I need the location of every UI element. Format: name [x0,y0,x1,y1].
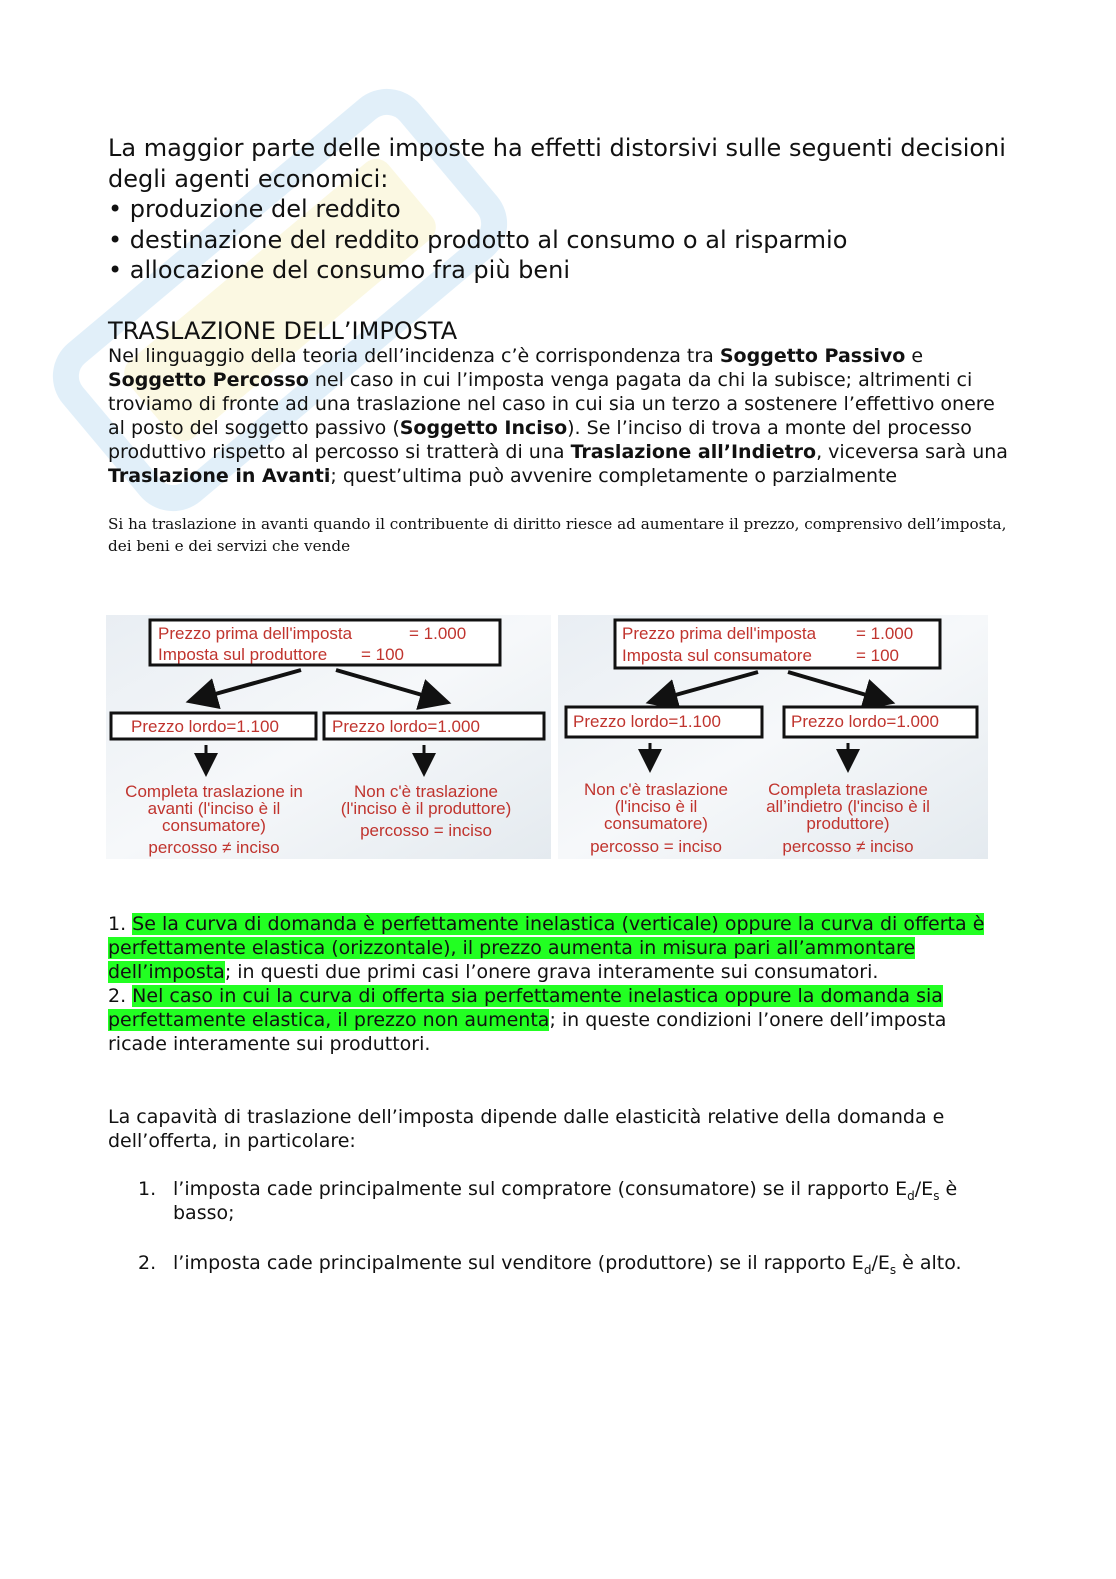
document-page: La maggior parte delle imposte ha effetti distorsivi sulle seguenti decisioni degli agenti economici: • produzione del reddito • destinazione del reddito prodotto al consumo o al risparmio • allocazione del consumo fra più beni TRASLAZIONE DELL’IMPOSTA Nel linguaggio della teoria dell’incidenza c’è corrispondenza tra Soggetto Passivo e Soggetto Percosso nel caso in cui l’imposta venga pagata da chi la subisce; altrimenti ci troviamo di fronte ad una traslazione nel caso in cui sia un terzo a sostenere l’effettivo onere al posto del soggetto passivo (Soggetto Inciso). Se l’inciso di trova a monte del processo produttivo rispetto al percosso si tratterà di una Traslazione all’Indietro, viceversa sarà una Traslazione in Avanti; quest’ultima può avvenire completamente o parzialmente Si ha traslazione in avanti quando il contribuente di diritto riesce ad aumentare il prezzo, comprensivo dell’imposta, dei beni e dei servizi che vende Prezzo prima dell'imposta = 1.000 Imposta sul produttore = 100 Prezzo lordo=1.100 Prezzo lordo=1.000 Completa traslazione in avanti (l'inciso è il consumatore) percosso ≠ inciso Non c'è traslazione (l'inciso è il produttore) percosso = inciso Prezzo prima dell'imposta = 1.000 Imposta sul consumatore = 100 Prezzo lordo=1.100 Prezzo lordo=1.000 Non c'è traslazione (l'inciso è il consumatore) percosso = inciso Completa traslazione all’indietro (l'inciso è il produttore) percosso ≠ inciso 1. Se la curva di domanda è perfettamente inelastica (verticale) oppure la curva di offerta è perfettamente elastica (orizzontale), il prezzo aumenta in misura pari all’ammontare dell’imposta; in questi due primi casi l’onere grava interamente sui consumatori. 2. Nel caso in cui la curva di offerta sia perfettamente inelastica oppure la domanda sia perfettamente elastica, il prezzo non aumenta; in queste condizioni l’onere dell’imposta ricade interamente sui produttori. La capavità di traslazione dell’imposta dipende dalle elasticità relative della domanda e dell’offerta, in particolare: 1. l’imposta cade principalmente sul compratore (consumatore) se il rapporto $E_d/E_s$ è basso; 2. l’imposta cade principalmente sul venditore (produttore) se il rapporto $E_d/E_s$ è alto. [0,0,1116,1579]
intro-lead: La maggior parte delle imposte ha effetti distorsivi sulle seguenti decisioni degli agenti economici: [108,134,1006,193]
serif-note: Si ha traslazione in avanti quando il contribuente di diritto riesce ad aumentare il prezzo, comprensivo dell’imposta, dei beni e dei servizi che vende [108,515,1007,555]
fig-outcome: produttore) [806,814,890,833]
highlighted-text: Se la curva di domanda è perfettamente inelastica (verticale) oppure la curva di offerta è perfettamente elastica (orizzontale), il prezzo aumenta in misura pari all’ammontare dell’imposta [108,913,985,983]
capacity-lead: La capavità di traslazione dell’imposta dipende dalle elasticità relative della domanda e dell’offerta, in particolare: [108,1106,945,1152]
fig-line: Prezzo prima dell'imposta [622,624,817,643]
fig-outcome: percosso = inciso [590,837,722,856]
cases-section [108,912,1008,1056]
fig-line: Imposta sul produttore [158,645,328,664]
fig-outcome: Non c'è traslazione [353,782,499,801]
fig-line: = 100 [361,645,405,664]
fig-outcome: avanti (l'inciso è il [147,799,281,818]
case-item: 1. Se la curva di domanda è perfettamente inelastica (verticale) oppure la curva di offerta è perfettamente elastica (orizzontale), il prezzo aumenta in misura pari all’ammontare dell’imposta; in questi due primi casi l’onere grava interamente sui consumatori. [108,913,985,983]
fig-line: Imposta sul consumatore [622,646,812,665]
bullet-item: • produzione del reddito [108,195,401,223]
fig-outcome: (l'inciso è il produttore) [340,799,512,818]
fig-outcome: percosso = inciso [360,821,492,840]
fig-box-label: Prezzo lordo=1.100 [573,712,721,731]
fig-box-label: Prezzo lordo=1.000 [332,717,480,736]
figure-left [106,615,551,859]
fig-line: Prezzo prima dell'imposta [158,624,353,643]
fig-outcome: Completa traslazione [768,780,928,799]
fig-box-label: Prezzo lordo=1.000 [791,712,939,731]
case-item: 2. Nel caso in cui la curva di offerta sia perfettamente inelastica oppure la domanda sia perfettamente elastica, il prezzo non aumenta; in queste condizioni l’onere dell’imposta ricade interamente sui produttori. [108,985,947,1055]
fig-line: = 1.000 [856,624,914,643]
fig-outcome: consumatore) [604,814,708,833]
bullet-item: • allocazione del consumo fra più beni [108,256,571,284]
fig-outcome: percosso ≠ inciso [148,838,280,857]
fig-outcome: consumatore) [162,816,266,835]
fig-line: = 100 [856,646,900,665]
definition-paragraph: Nel linguaggio della teoria dell’incidenza c’è corrispondenza tra Soggetto Passivo e Soggetto Percosso nel caso in cui l’imposta venga pagata da chi la subisce; altrimenti ci troviamo di fronte ad una traslazione nel caso in cui sia un terzo a sostenere l’effettivo onere al posto del soggetto passivo (Soggetto Inciso). Se l’inciso di trova a monte del processo produttivo rispetto al percosso si tratterà di una Traslazione all’Indietro, viceversa sarà una Traslazione in Avanti; quest’ultima può avvenire completamente o parzialmente [108,345,1008,487]
fig-outcome: Completa traslazione in [125,782,303,801]
fig-outcome: (l'inciso è il [614,797,698,816]
figure-right [558,615,988,859]
section-title: TRASLAZIONE DELL’IMPOSTA [108,317,458,345]
fig-outcome: all’indietro (l'inciso è il [766,797,930,816]
fig-outcome: percosso ≠ inciso [782,837,914,856]
highlighted-text: Nel caso in cui la curva di offerta sia perfettamente inelastica oppure la domanda sia perfettamente elastica, il prezzo non aumenta [108,985,943,1031]
fig-outcome: Non c'è traslazione [583,780,729,799]
fig-line: = 1.000 [409,624,467,643]
bullet-item: • destinazione del reddito prodotto al consumo o al risparmio [108,225,848,254]
fig-box-label: Prezzo lordo=1.100 [131,717,279,736]
intro-section [108,133,1008,286]
